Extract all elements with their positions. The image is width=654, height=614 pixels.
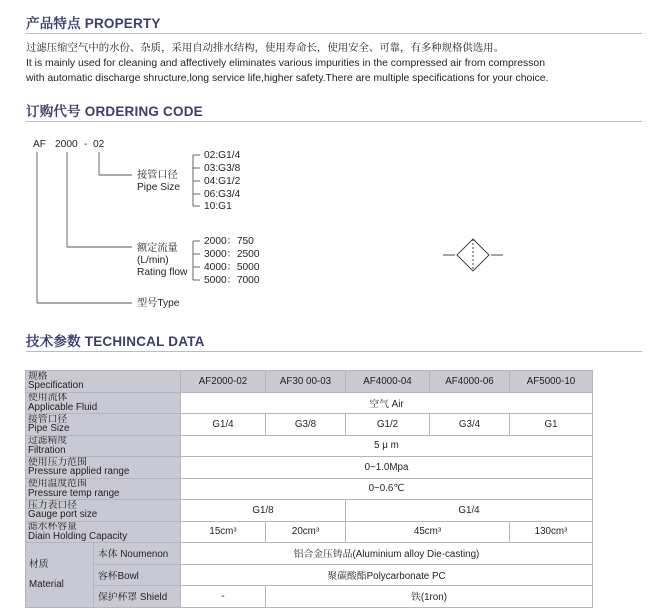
code-prefix: AF: [33, 139, 47, 150]
filtration-label-en: Filtration: [28, 444, 66, 456]
pressure-value: 0~1.0Mpa: [181, 457, 593, 479]
table-row-temp: [26, 478, 593, 500]
drain-value: 130cm³: [510, 521, 593, 543]
material-body-value: 铝合金压铸品(Aluminium alloy Die-casting): [181, 543, 593, 565]
table-row-filtration: [26, 435, 593, 457]
table-row-material-body: [26, 543, 593, 565]
pipe-label-cn: 接管口径: [28, 413, 68, 425]
fluid-label-cn: 使用流体: [28, 392, 68, 404]
pipe-label-en: Pipe Size: [28, 423, 70, 435]
flow-option: 2000：750: [204, 236, 254, 247]
pipe-value: G1: [510, 414, 593, 436]
spec-label-en: Specification: [28, 380, 84, 392]
table-row-material-bowl: [26, 564, 593, 586]
drain-label: [26, 521, 181, 543]
spec-label-cn: 规格: [28, 370, 48, 382]
material-shield-label: 保护杯罩 Shield: [94, 586, 181, 608]
fluid-label-en: Applicable Fluid: [28, 401, 98, 413]
pipe-option: 02:G1/4: [204, 150, 241, 161]
gauge-value: G1/8: [181, 500, 346, 522]
material-label: [26, 543, 94, 608]
filter-symbol-icon: [443, 231, 503, 279]
code-pipe: 02: [93, 139, 105, 150]
drain-value: 45cm³: [346, 521, 510, 543]
material-label-en: Material: [29, 578, 64, 590]
ordering-title: 订购代号 ORDERING CODE: [26, 104, 203, 119]
flow-option: 3000：2500: [204, 249, 260, 260]
filtration-value: 5 μ m: [181, 435, 593, 457]
table-row-gauge: [26, 500, 593, 522]
type-label: 型号Type: [137, 298, 180, 309]
filtration-label-cn: 过滤精度: [28, 435, 68, 447]
pipe-size-label-cn: 接管口径: [137, 170, 178, 181]
table-row-fluid: [26, 392, 593, 414]
model-header: AF30 00-03: [266, 371, 346, 393]
material-shield-value: -: [181, 586, 266, 608]
temp-label: [26, 478, 181, 500]
temp-value: 0~0.6℃: [181, 478, 593, 500]
pipe-value: G1/4: [181, 414, 266, 436]
flow-option: 4000：5000: [204, 262, 260, 273]
flow-label-en: Rating flow: [137, 267, 188, 278]
gauge-label: [26, 500, 181, 522]
tech-divider: [26, 351, 642, 352]
property-desc-en-1: It is mainly used for cleaning and affectively eliminates various impurities in the compressed air from compresson: [26, 58, 545, 69]
pipe-value: G1/2: [346, 414, 430, 436]
pressure-label-cn: 使用压力范围: [28, 456, 87, 468]
code-separator: -: [84, 139, 88, 150]
pipe-value: G3/8: [266, 414, 346, 436]
fluid-label: [26, 392, 181, 414]
table-row-pressure: [26, 457, 593, 479]
filtration-label: [26, 435, 181, 457]
model-header: AF4000-04: [346, 371, 430, 393]
drain-label-en: Diain Holding Capacity: [28, 530, 128, 542]
table-row-drain: [26, 521, 593, 543]
model-header: AF4000-06: [430, 371, 510, 393]
gauge-label-en: Gauge port size: [28, 509, 98, 521]
pipe-option: 06:G3/4: [204, 189, 241, 200]
spec-label: [26, 371, 181, 393]
pipe-option: 03:G3/8: [204, 163, 241, 174]
gauge-value: G1/4: [346, 500, 593, 522]
model-header: AF2000-02: [181, 371, 266, 393]
property-desc-cn: 过滤压缩空气中的水份、杂质，采用自动排水结构，使用寿命长，使用安全、可靠，有多种规格供选用。: [26, 43, 504, 54]
material-body-label: 本体 Noumenon: [94, 543, 181, 565]
flow-label-unit: (L/min): [137, 255, 169, 266]
flow-label-cn: 额定流量: [137, 243, 178, 254]
fluid-value: 空气 Air: [181, 392, 593, 414]
model-header: AF5000-10: [510, 371, 593, 393]
pipe-size-label-en: Pipe Size: [137, 182, 181, 193]
drain-label-cn: 滤水杯容量: [28, 521, 77, 533]
pipe-value: G3/4: [430, 414, 510, 436]
temp-label-en: Pressure temp range: [28, 487, 120, 499]
drain-value: 15cm³: [181, 521, 266, 543]
material-label-cn: 材质: [29, 558, 49, 570]
property-desc-en-2: with automatic discharge shructure,long service life,higher safety.There are multiple specifications for your choice.: [26, 73, 549, 84]
pressure-label: [26, 457, 181, 479]
material-bowl-label: 容杯Bowl: [94, 564, 181, 586]
table-row-material-shield: [26, 586, 593, 608]
code-flow: 2000: [55, 139, 78, 150]
temp-label-cn: 使用温度范围: [28, 478, 87, 490]
table-row-header: [26, 371, 593, 393]
pipe-option: 10:G1: [204, 201, 232, 212]
pipe-label: [26, 414, 181, 436]
material-bowl-value: 聚碳酸酯Polycarbonate PC: [181, 564, 593, 586]
material-shield-value: 铁(1ron): [266, 586, 593, 608]
drain-value: 20cm³: [266, 521, 346, 543]
gauge-label-cn: 压力表口径: [28, 499, 77, 511]
property-title: 产品特点 PROPERTY: [26, 16, 161, 31]
table-row-pipe: [26, 414, 593, 436]
pipe-option: 04:G1/2: [204, 176, 241, 187]
tech-title: 技术参数 TECHINCAL DATA: [26, 334, 205, 349]
technical-data-table: [25, 370, 593, 608]
flow-option: 5000：7000: [204, 275, 260, 286]
pressure-label-en: Pressure applied range: [28, 466, 130, 478]
